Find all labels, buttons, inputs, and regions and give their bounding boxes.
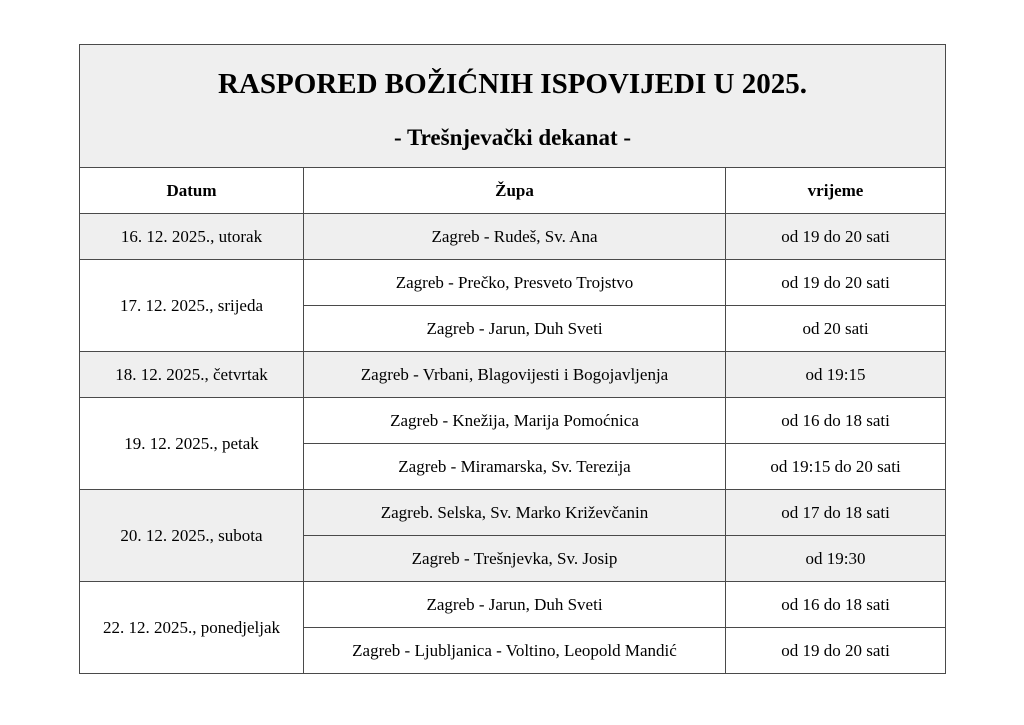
date-cell: 17. 12. 2025., srijeda (80, 260, 304, 352)
parish-cell: Zagreb. Selska, Sv. Marko Križevčanin (304, 490, 726, 536)
table-row (80, 582, 946, 628)
table-row (80, 490, 946, 536)
column-header-time: vrijeme (726, 168, 946, 214)
confession-schedule-table (79, 44, 946, 674)
time-cell: od 19 do 20 sati (726, 260, 946, 306)
time-cell: od 19:15 do 20 sati (726, 444, 946, 490)
parish-cell: Zagreb - Knežija, Marija Pomoćnica (304, 398, 726, 444)
deanery-subtitle: - Trešnjevački dekanat - (394, 124, 632, 150)
date-cell: 16. 12. 2025., utorak (80, 214, 304, 260)
parish-cell: Zagreb - Ljubljanica - Voltino, Leopold Mandić (304, 628, 726, 674)
parish-cell: Zagreb - Vrbani, Blagovijesti i Bogojavljenja (304, 352, 726, 398)
date-cell: 20. 12. 2025., subota (80, 490, 304, 582)
time-cell: od 16 do 18 sati (726, 398, 946, 444)
title-cell (80, 45, 946, 168)
date-cell: 22. 12. 2025., ponedjeljak (80, 582, 304, 674)
parish-cell: Zagreb - Jarun, Duh Sveti (304, 582, 726, 628)
time-cell: od 19:15 (726, 352, 946, 398)
parish-cell: Zagreb - Miramarska, Sv. Terezija (304, 444, 726, 490)
time-cell: od 20 sati (726, 306, 946, 352)
parish-cell: Zagreb - Jarun, Duh Sveti (304, 306, 726, 352)
date-cell: 19. 12. 2025., petak (80, 398, 304, 490)
time-cell: od 19 do 20 sati (726, 214, 946, 260)
time-cell: od 16 do 18 sati (726, 582, 946, 628)
table-row (80, 352, 946, 398)
column-header-parish: Župa (304, 168, 726, 214)
table-row (80, 398, 946, 444)
parish-cell: Zagreb - Rudeš, Sv. Ana (304, 214, 726, 260)
time-cell: od 17 do 18 sati (726, 490, 946, 536)
column-header-date: Datum (80, 168, 304, 214)
time-cell: od 19 do 20 sati (726, 628, 946, 674)
table-row (80, 214, 946, 260)
date-cell: 18. 12. 2025., četvrtak (80, 352, 304, 398)
title-row (80, 45, 946, 168)
parish-cell: Zagreb - Trešnjevka, Sv. Josip (304, 536, 726, 582)
header-row (80, 168, 946, 214)
table-row (80, 260, 946, 306)
schedule-title: RASPORED BOŽIĆNIH ISPOVIJEDI U 2025. (218, 67, 807, 100)
time-cell: od 19:30 (726, 536, 946, 582)
parish-cell: Zagreb - Prečko, Presveto Trojstvo (304, 260, 726, 306)
